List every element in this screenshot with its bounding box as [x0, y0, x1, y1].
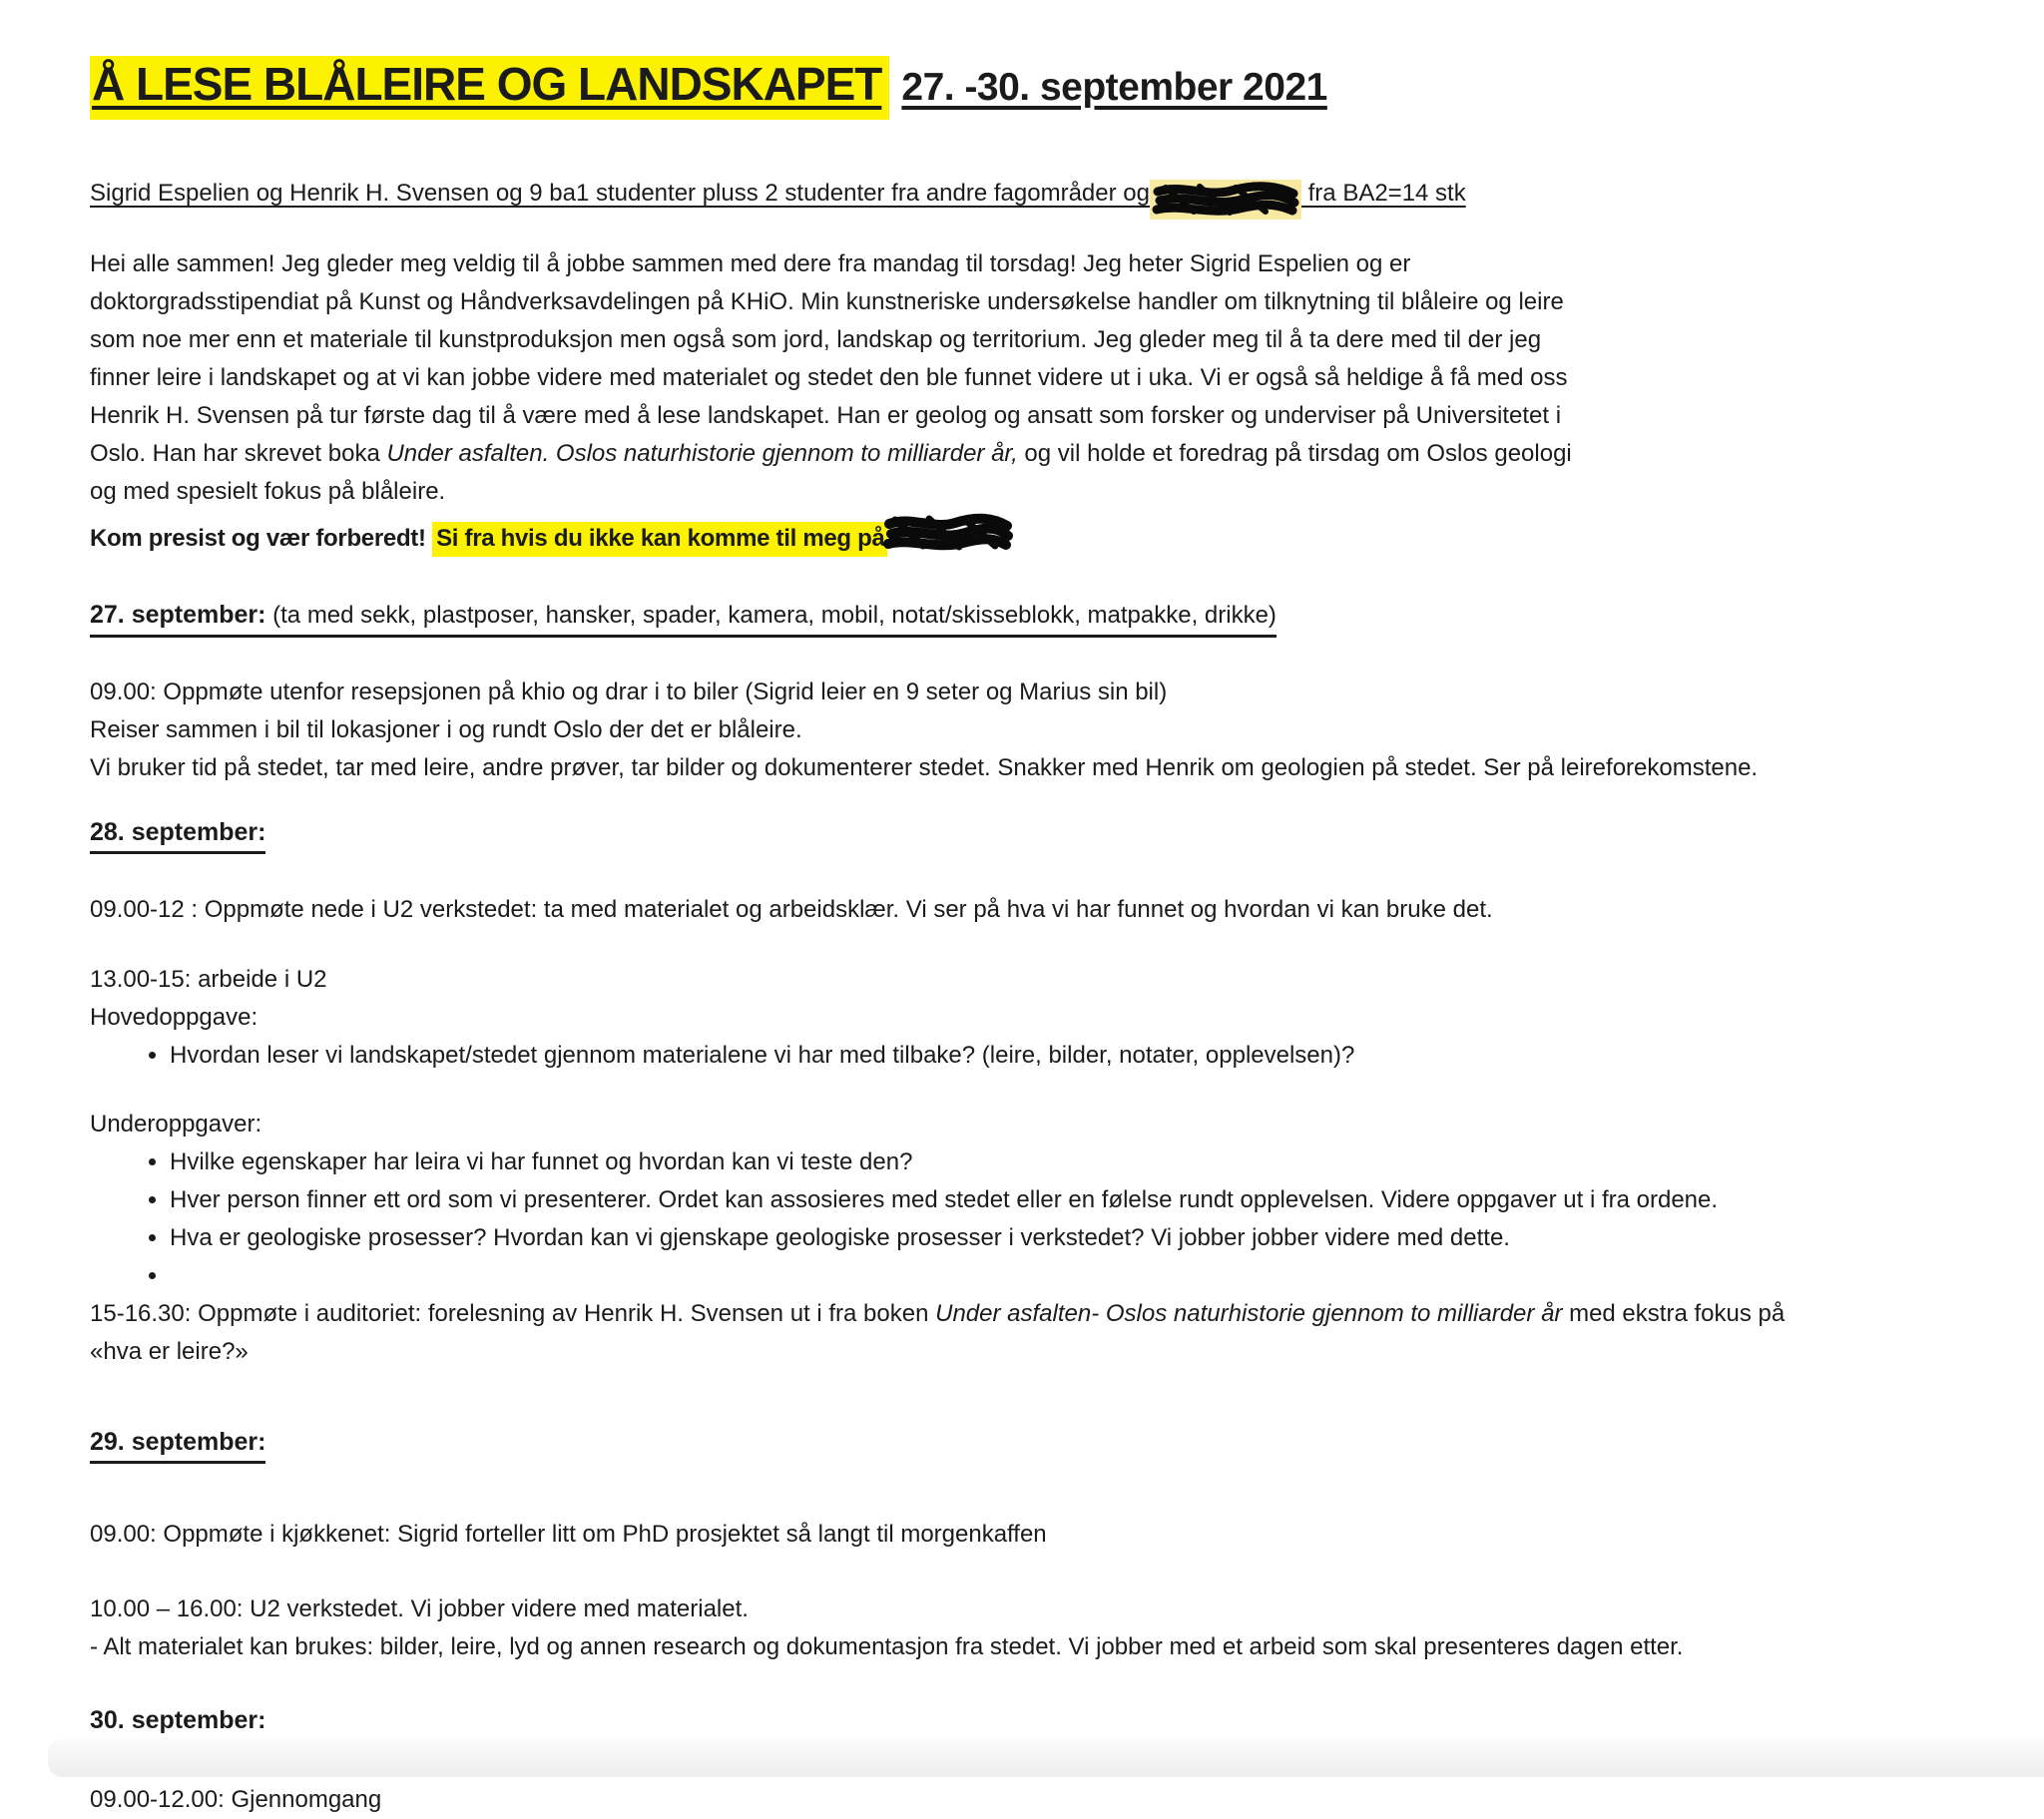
- book-title: Under asfalten- Oslos naturhistorie gjennom to milliarder år: [935, 1299, 1563, 1327]
- redaction-scribble-icon: [1152, 180, 1299, 220]
- schedule-line: - Alt materialet kan brukes: bilder, leire, lyd og annen research og dokumentasjon fra stedet. Vi jobber med et arbeid som skal presenteres dagen etter.: [90, 1632, 1684, 1660]
- list-item: • Hva er geologiske prosesser? Hvordan kan vi gjenskape geologiske prosesser i verkstedet? Vi jobber jobber videre med dette.: [170, 1219, 2044, 1257]
- section-heading-30-september: [90, 1703, 2044, 1742]
- schedule-line: 09.00: Oppmøte i kjøkkenet: Sigrid forteller litt om PhD prosjektet så langt til morgenkaffen: [90, 1520, 1047, 1548]
- schedule-line: 10.00 – 16.00: U2 verkstedet. Vi jobber videre med materialet.: [90, 1594, 749, 1622]
- redaction-scribble: [887, 525, 1013, 552]
- main-task-label: Hovedoppgave:: [90, 1003, 258, 1031]
- section-heading-label: 28. september:: [90, 817, 266, 846]
- participants-line: [90, 175, 2044, 220]
- book-title: Under asfalten. Oslos naturhistorie gjennom to milliarder år,: [386, 439, 1018, 467]
- intro-line: doktorgradsstipendiat på Kunst og Håndverksavdelingen på KHiO. Min kunstneriske undersøkelse handler om tilknytning til blåleire og leire: [90, 287, 1564, 315]
- schedule-line: 13.00-15: arbeide i U2: [90, 965, 327, 993]
- intro-text: Oslo. Han har skrevet boka: [90, 439, 387, 467]
- list-item-empty: [170, 1257, 2044, 1295]
- section-heading-label: 29. september:: [90, 1427, 266, 1456]
- schedule-line: Vi bruker tid på stedet, tar med leire, andre prøver, tar bilder og dokumenterer stedet. Snakker med Henrik om geologien på stedet. Ser på leireforekomstene.: [90, 753, 1759, 781]
- notice-bold-text: Kom presist og vær forberedt!: [90, 524, 433, 552]
- notice-line: [90, 511, 2044, 558]
- lecture-line-wrap: «hva er leire?»: [90, 1337, 249, 1365]
- participants-text-after: fra BA2=14 stk: [1300, 179, 1466, 207]
- redaction-scribble: [1150, 180, 1301, 220]
- schedule-line: Reiser sammen i bil til lokasjoner i og rundt Oslo der det er blåleire.: [90, 715, 802, 743]
- list-item: • Hvilke egenskaper har leira vi har funnet og hvordan kan vi teste den?: [170, 1143, 2044, 1181]
- intro-line: som noe mer enn et materiale til kunstproduksjon men også som jord, landskap og territorium. Jeg gleder meg til å ta dere med til der jeg: [90, 325, 1542, 353]
- lecture-line: [90, 1295, 2044, 1333]
- intro-line: Henrik H. Svensen på tur første dag til å være med å lese landskapet. Han er geolog og ansatt som forsker og underviser på Universitetet i: [90, 401, 1562, 429]
- sub-tasks-list: [90, 1143, 2044, 1295]
- section-heading-label: 27. september:: [90, 600, 266, 629]
- sub-tasks-label: Underoppgaver:: [90, 1110, 262, 1137]
- intro-line: Hei alle sammen! Jeg gleder meg veldig til å jobbe sammen med dere fra mandag til torsdag! Jeg heter Sigrid Espelien og er: [90, 249, 1411, 277]
- section-heading-29-september: [90, 1425, 2044, 1464]
- section-27-body: [90, 674, 2044, 787]
- page-title-highlighted: Å LESE BLÅLEIRE OG LANDSKAPET: [90, 56, 889, 120]
- schedule-line: 09.00-12.00: Gjennomgang: [90, 1785, 382, 1813]
- page-title: [90, 58, 2044, 111]
- intro-paragraph: [90, 245, 2044, 558]
- page-bottom-edge: [48, 1739, 2044, 1777]
- redaction-scribble-icon: [883, 511, 1013, 555]
- section-heading-27-september: [90, 598, 2044, 638]
- lecture-text: 15-16.30: Oppmøte i auditoriet: forelesning av Henrik H. Svensen ut i fra boken: [90, 1299, 936, 1327]
- page-title-date-range: 27. -30. september 2021: [901, 66, 1327, 109]
- notice-highlighted-text: Si fra hvis du ikke kan komme til meg på: [432, 522, 887, 557]
- intro-line-with-book-title: [90, 435, 2044, 473]
- lecture-text: med ekstra fokus på: [1562, 1299, 1786, 1327]
- schedule-line: 09.00-12 : Oppmøte nede i U2 verkstedet: ta med materialet og arbeidsklær. Vi ser på hva vi har funnet og hvordan vi kan bruke det.: [90, 895, 1493, 923]
- intro-line: finner leire i landskapet og at vi kan jobbe videre med materialet og stedet den ble funnet videre ut i uka. Vi er også så heldige å få med oss: [90, 363, 1568, 391]
- intro-line: og med spesielt fokus på blåleire.: [90, 477, 446, 505]
- list-item: • Hvordan leser vi landskapet/stedet gjennom materialene vi har med tilbake? (leire, bilder, notater, opplevelsen)?: [170, 1037, 2044, 1075]
- participants-text-before: Sigrid Espelien og Henrik H. Svensen og 9 ba1 studenter pluss 2 studenter fra andre fagområder og: [90, 179, 1150, 207]
- section-heading-label: 30. september:: [90, 1705, 266, 1734]
- schedule-line: 09.00: Oppmøte utenfor resepsjonen på khio og drar i to biler (Sigrid leier en 9 seter og Marius sin bil): [90, 678, 1168, 705]
- intro-text: og vil holde et foredrag på tirsdag om Oslos geologi: [1017, 439, 1572, 467]
- main-task-list: [90, 1037, 2044, 1075]
- section-heading-note: (ta med sekk, plastposer, hansker, spader, kamera, mobil, notat/skisseblokk, matpakke, drikke): [265, 601, 1277, 629]
- section-heading-28-september: [90, 815, 2044, 854]
- list-item: • Hver person finner ett ord som vi presenterer. Ordet kan assosieres med stedet eller en følelse rundt opplevelsen. Videre oppgaver ut i fra ordene.: [170, 1181, 2044, 1219]
